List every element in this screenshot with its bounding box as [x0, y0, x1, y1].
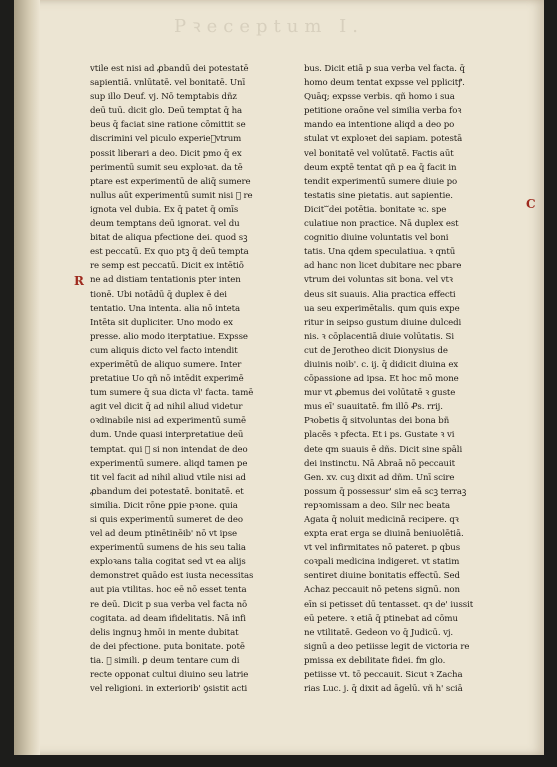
- text-line: tit vel facit ad nihil aliud vtile nisi ad: [90, 472, 246, 483]
- text-line: vel religioni. in exteriorib' ꝯsistit acti: [90, 684, 248, 695]
- text-line: vel ad deum ptinētinēib' nō vt ipse: [90, 529, 237, 540]
- text-line: tendit experimentū sumere diuie po: [304, 176, 458, 187]
- text-line: si quis experimentū sumeret de deo: [90, 515, 243, 525]
- text-line: exploꝛans talia cogitat sed vt ea alijs: [90, 557, 246, 568]
- text-line: signū a deo petiisse legit de victoria re: [304, 641, 470, 652]
- text-line: Achaz peccauit nō petens signū. non: [304, 585, 460, 596]
- text-line: Agata q̄ noluit medicinā recipere. qꝛ: [304, 515, 459, 525]
- text-line: mus eī' suauitatē. fm illō Ꝓs. rrij.: [304, 402, 443, 413]
- text-line: nis. ꝛ cōplacentiā diuie volūtatis. Si: [304, 331, 454, 342]
- text-line: bus. Dicit etiā p sua verba vel facta. q̄: [304, 64, 465, 74]
- text-line: petitione oraōne vel similia verba foꝛ: [304, 106, 462, 117]
- text-line: vt vel infirmitates nō pateret. p qbus: [304, 543, 461, 554]
- text-line: vel bonitatē vel volūtatē. Factis aūt: [304, 148, 454, 159]
- text-line: beus q̄ faciat sine ratione cōmittit se: [90, 120, 246, 131]
- text-line: Quāq; expsse verbis. qñ homo i sua: [304, 92, 455, 103]
- text-line: testatis sine pietatis. aut sapientie.: [304, 190, 453, 201]
- text-line: ad hanc non licet dubitare nec pbare: [304, 261, 462, 272]
- text-line: est peccatū. Ex quo ptꝫ q̄ deū tempta: [90, 247, 249, 258]
- text-line: ne vtilitatē. Gedeon vo q̄ Judicū. vj.: [304, 627, 454, 638]
- text-line: Dicit ᷓ dei potētia. bonitate ꝛc. spe: [304, 204, 447, 215]
- page-gutter: [14, 0, 40, 755]
- left-rubric-mark: R: [74, 274, 84, 288]
- text-line: agit vel dicit q̄ ad nihil aliud videtur: [90, 402, 243, 413]
- text-line: recte opponat cultui diuino seu latrie: [90, 670, 249, 681]
- text-line: cognitio diuine voluntatis vel boni: [304, 233, 449, 244]
- text-line: discrimini vel piculo experieᷓvtrum: [90, 134, 242, 145]
- right-margin-mark: C: [526, 197, 536, 211]
- text-line: eū petere. ꝛ etiā q̄ ptinebat ad cōmu: [304, 613, 458, 624]
- text-line: Pꝛobetis q̄ sitvoluntas dei bona bñ: [304, 416, 450, 427]
- text-line: eīn si petisset dū tentasset. qꝛ de' iussit: [304, 599, 474, 610]
- text-line: possit liberari a deo. Dicit pmo q̄ ex: [90, 148, 242, 159]
- text-line: deum temptans deū ignorat. vel du: [90, 219, 240, 230]
- text-line: re semp est peccatū. Dicit ex intētiō: [90, 261, 244, 272]
- text-line: cum aliquis dicto vel facto intendit: [90, 345, 238, 356]
- text-line: pmissa ex debilitate fidei. fm glo.: [304, 655, 446, 666]
- text-line: petiisse vt. tō peccauit. Sicut ꝛ Zacha: [304, 670, 463, 681]
- text-line: bitat de aliqua pfectione dei. quod sꝫ: [90, 233, 248, 244]
- text-line: presse. alio modo iterptatiue. Expsse: [90, 331, 248, 342]
- text-line: deum exptē tentat qñ p ea q̄ facit in: [304, 162, 457, 173]
- text-line: re deū. Dicit p sua verba vel facta nō: [90, 599, 248, 610]
- text-line: nullus aūt experimentū sumit nisi ᷓ re: [90, 190, 253, 201]
- text-line: diuinis noib'. c. ij. q̄ didicit diuina ex: [304, 359, 459, 370]
- text-line: deus sit suauis. Alia practica effecti: [304, 289, 456, 300]
- text-line: perimentū sumit seu exploꝛat. da tē: [90, 162, 243, 173]
- text-line: expta erat erga se diuinā beniuolētiā.: [304, 529, 464, 540]
- text-line: experimentū sumens de his seu talia: [90, 543, 246, 554]
- text-line: dei instinctu. Nā Abraā nō peccauit: [304, 458, 455, 469]
- text-line: rias Luc. j. q̄ dixit ad āgelū. vñ h' sciā: [304, 684, 463, 695]
- text-line: mur vt ꝓbemus dei volūtatē ꝛ guste: [304, 388, 456, 399]
- text-line: stulat vt exploꝛet dei sapiam. potestā: [304, 134, 463, 145]
- text-line: aut pia vtilitas. hoc eē nō esset tenta: [90, 585, 247, 596]
- running-head-show-through: Pꝛeceptum I.: [174, 16, 364, 37]
- text-line: coꝛpali medicina indigeret. vt statim: [304, 557, 460, 568]
- left-text-column: [90, 62, 298, 696]
- text-line: Intēta sit dupliciter. Uno modo ex: [90, 317, 233, 328]
- text-line: de dei pfectione. puta bonitate. potē: [90, 641, 245, 652]
- text-line: oꝛdinabile nisi ad experimentū sumē: [90, 416, 247, 427]
- text-line: vtrum dei voluntas sit bona. vel vtꝛ: [304, 275, 453, 286]
- text-line: cogitata. ad deam ifidelitatis. Nā infi: [90, 613, 246, 624]
- text-line: Gen. xv. cuꝫ dixit ad dñm. Unī scire: [304, 472, 455, 483]
- text-line: culatiue non practice. Nā duplex est: [304, 219, 459, 230]
- text-line: ritur in seipso gustum diuine dulcedi: [304, 317, 462, 328]
- text-line: ignota vel dubia. Ex q̄ patet q̄ omīs: [90, 204, 239, 215]
- text-line: similia. Dicit rōne ꝑpie pꝛone. quia: [90, 500, 238, 511]
- text-line: cōpassione ad ipsa. Et hoc mō mone: [304, 374, 459, 385]
- text-line: cut de Jerotheo dicit Dionysius de: [304, 345, 448, 356]
- text-line: experimētū de aliquo sumere. Inter: [90, 359, 242, 370]
- text-line: sup illo Deuf. vj. Nō temptabis dñz: [90, 92, 237, 103]
- right-text-column: [304, 62, 514, 696]
- text-line: ua seu experimētalis. qum quis expe: [304, 303, 460, 314]
- text-line: tentatio. Una intenta. alia nō inteta: [90, 303, 240, 314]
- text-line: possum q̄ possessur' sim eā scꝫ terraꝫ: [304, 486, 467, 497]
- text-line: ptare est experimentū de aliq̄ sumere: [90, 176, 251, 187]
- text-line: tionē. Ubi notādū q̄ duplex ē dei: [90, 289, 227, 300]
- text-line: dum. Unde quasi interpretatiue deū: [90, 430, 244, 441]
- text-line: sentiret diuine bonitatis effectū. Sed: [304, 571, 460, 582]
- text-line: dete qm suauis ē dñs. Dicit sine spāli: [304, 444, 463, 455]
- text-line: tum sumere q̄ sua dicta vl' facta. tamē: [90, 388, 254, 399]
- text-line: homo deum tentat expsse vel pplicitꝭ.: [304, 78, 465, 89]
- book-page: [14, 0, 544, 755]
- text-line: experimentū sumere. aliqd tamen pe: [90, 458, 248, 469]
- text-line: delis ingnuꝫ hmōi in mente dubitat: [90, 627, 239, 638]
- text-line: deū tuū. dicit glo. Deū temptat q̄ ha: [90, 106, 243, 117]
- text-line: vtile est nisi ad ꝓbandū dei potestatē: [90, 64, 249, 74]
- text-line: placēs ꝛ pfecta. Et i ps. Gustate ꝛ vi: [304, 430, 455, 441]
- text-line: temptat. qui ᷓ si non intendat de deo: [90, 444, 248, 455]
- text-line: demonstret quādo est iusta necessitas: [90, 571, 254, 582]
- text-line: mando ea intentione aliqd a deo po: [304, 120, 455, 131]
- text-line: tatis. Una qdem speculatiua. ꝛ qntū: [304, 247, 456, 258]
- text-line: repꝛomissam a deo. Silr nec beata: [304, 500, 450, 511]
- text-line: sapientiā. vnlūtatē. vel bonitatē. Unī: [90, 78, 246, 89]
- text-line: pretatiue Uo qñ nō intēdit experimē: [90, 374, 244, 385]
- text-line: ne ad distiam tentationis pter inten: [90, 275, 241, 286]
- text-line: tia. ᷓ simili. ꝑ deum tentare cum di: [90, 655, 240, 666]
- text-line: ꝓbandum dei potestatē. bonitatē. et: [90, 486, 244, 497]
